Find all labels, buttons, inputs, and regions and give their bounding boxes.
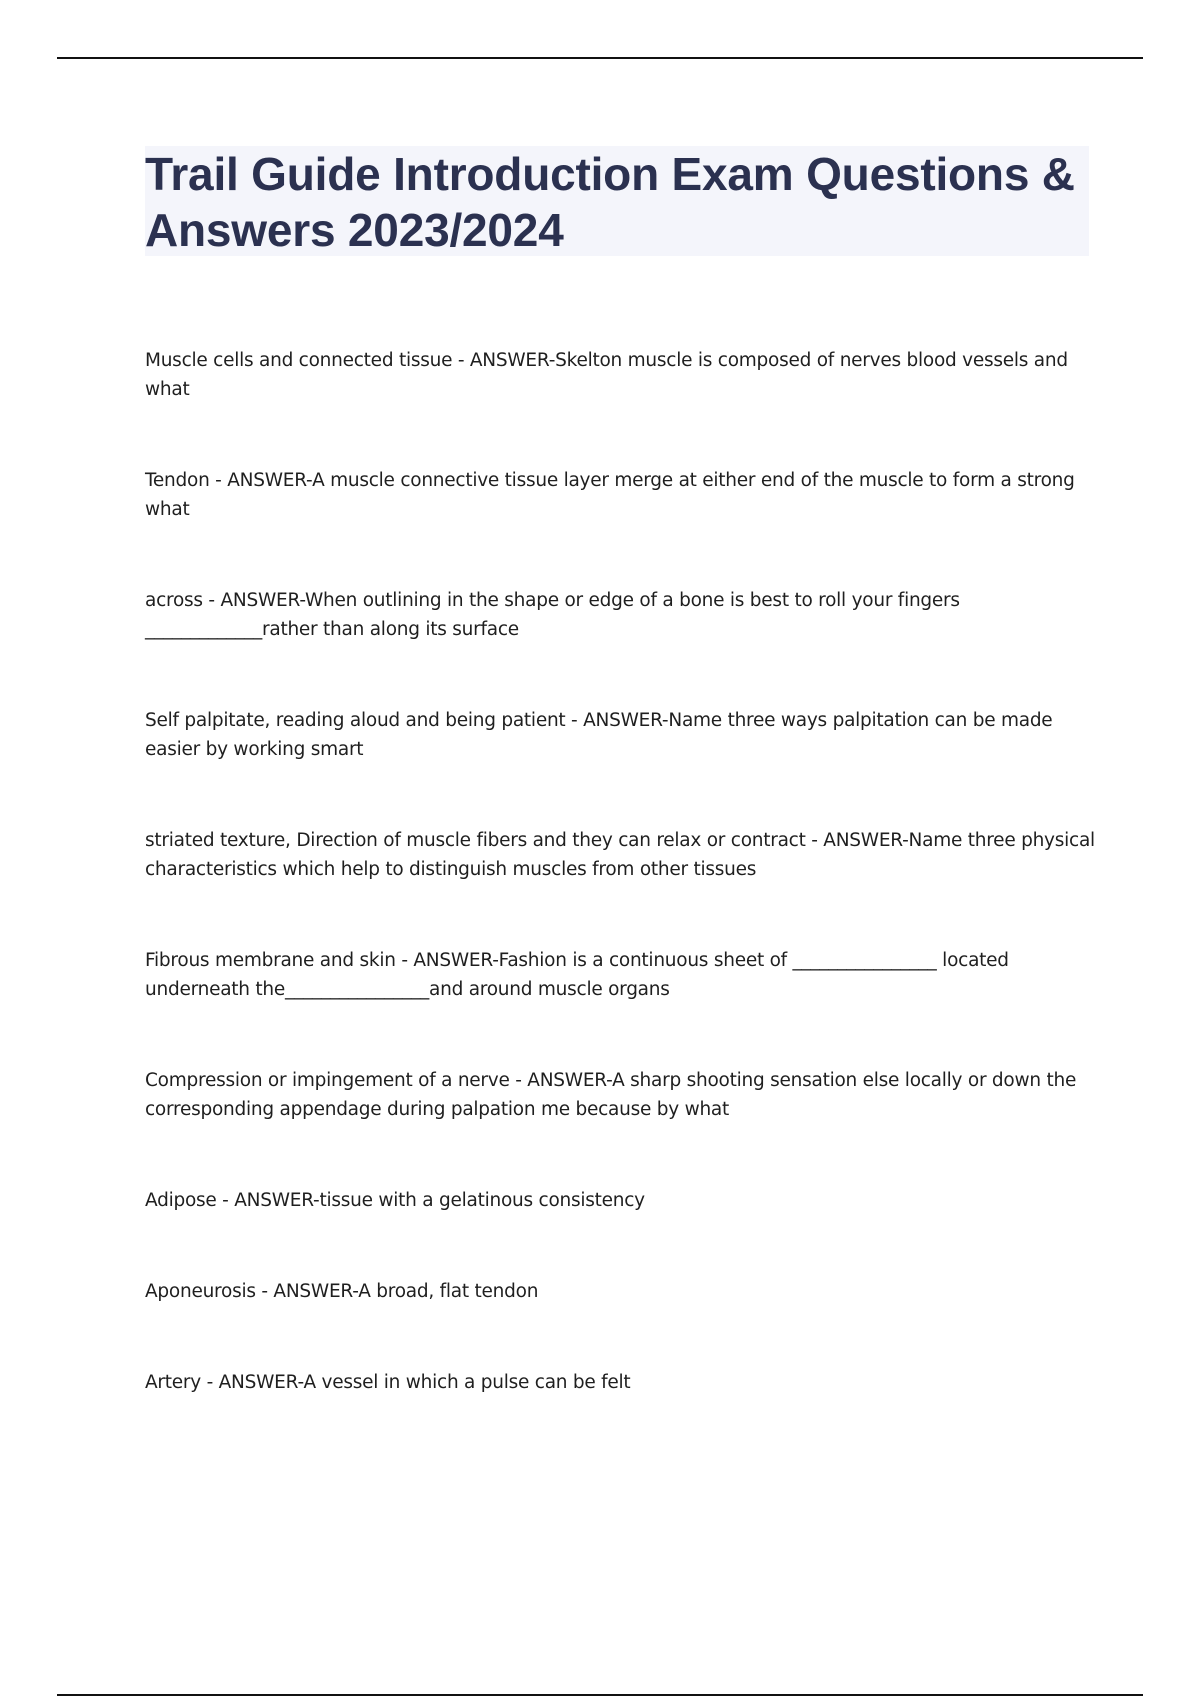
qa-item: Artery - ANSWER-A vessel in which a pulse can be felt	[145, 1372, 631, 1393]
qa-item: across - ANSWER-When outlining in the shape or edge of a bone is best to roll your fingers _____________rather than along its surface	[145, 590, 960, 640]
title-block	[145, 146, 1089, 256]
qa-item: Fibrous membrane and skin - ANSWER-Fashion is a continuous sheet of ________________ located underneath the________________and around muscle organs	[145, 950, 1009, 1000]
qa-item: Adipose - ANSWER-tissue with a gelatinous consistency	[145, 1190, 645, 1211]
qa-item: Self palpitate, reading aloud and being patient - ANSWER-Name three ways palpitation can be made easier by working smart	[145, 710, 1053, 760]
top-divider	[57, 57, 1143, 59]
bottom-divider	[57, 1694, 1143, 1696]
qa-list	[145, 346, 1095, 1459]
document-title: Trail Guide Introduction Exam Questions & Answers 2023/2024	[145, 148, 1075, 256]
qa-item: Muscle cells and connected tissue - ANSWER-Skelton muscle is composed of nerves blood vessels and what	[145, 350, 1068, 400]
qa-item: Tendon - ANSWER-A muscle connective tissue layer merge at either end of the muscle to form a strong what	[145, 470, 1075, 520]
qa-item: striated texture, Direction of muscle fibers and they can relax or contract - ANSWER-Name three physical characteristics which help to distinguish muscles from other tissues	[145, 830, 1095, 880]
qa-item: Compression or impingement of a nerve - ANSWER-A sharp shooting sensation else locally or down the corresponding appendage during palpation me because by what	[145, 1070, 1077, 1120]
qa-item: Aponeurosis - ANSWER-A broad, flat tendon	[145, 1281, 539, 1302]
